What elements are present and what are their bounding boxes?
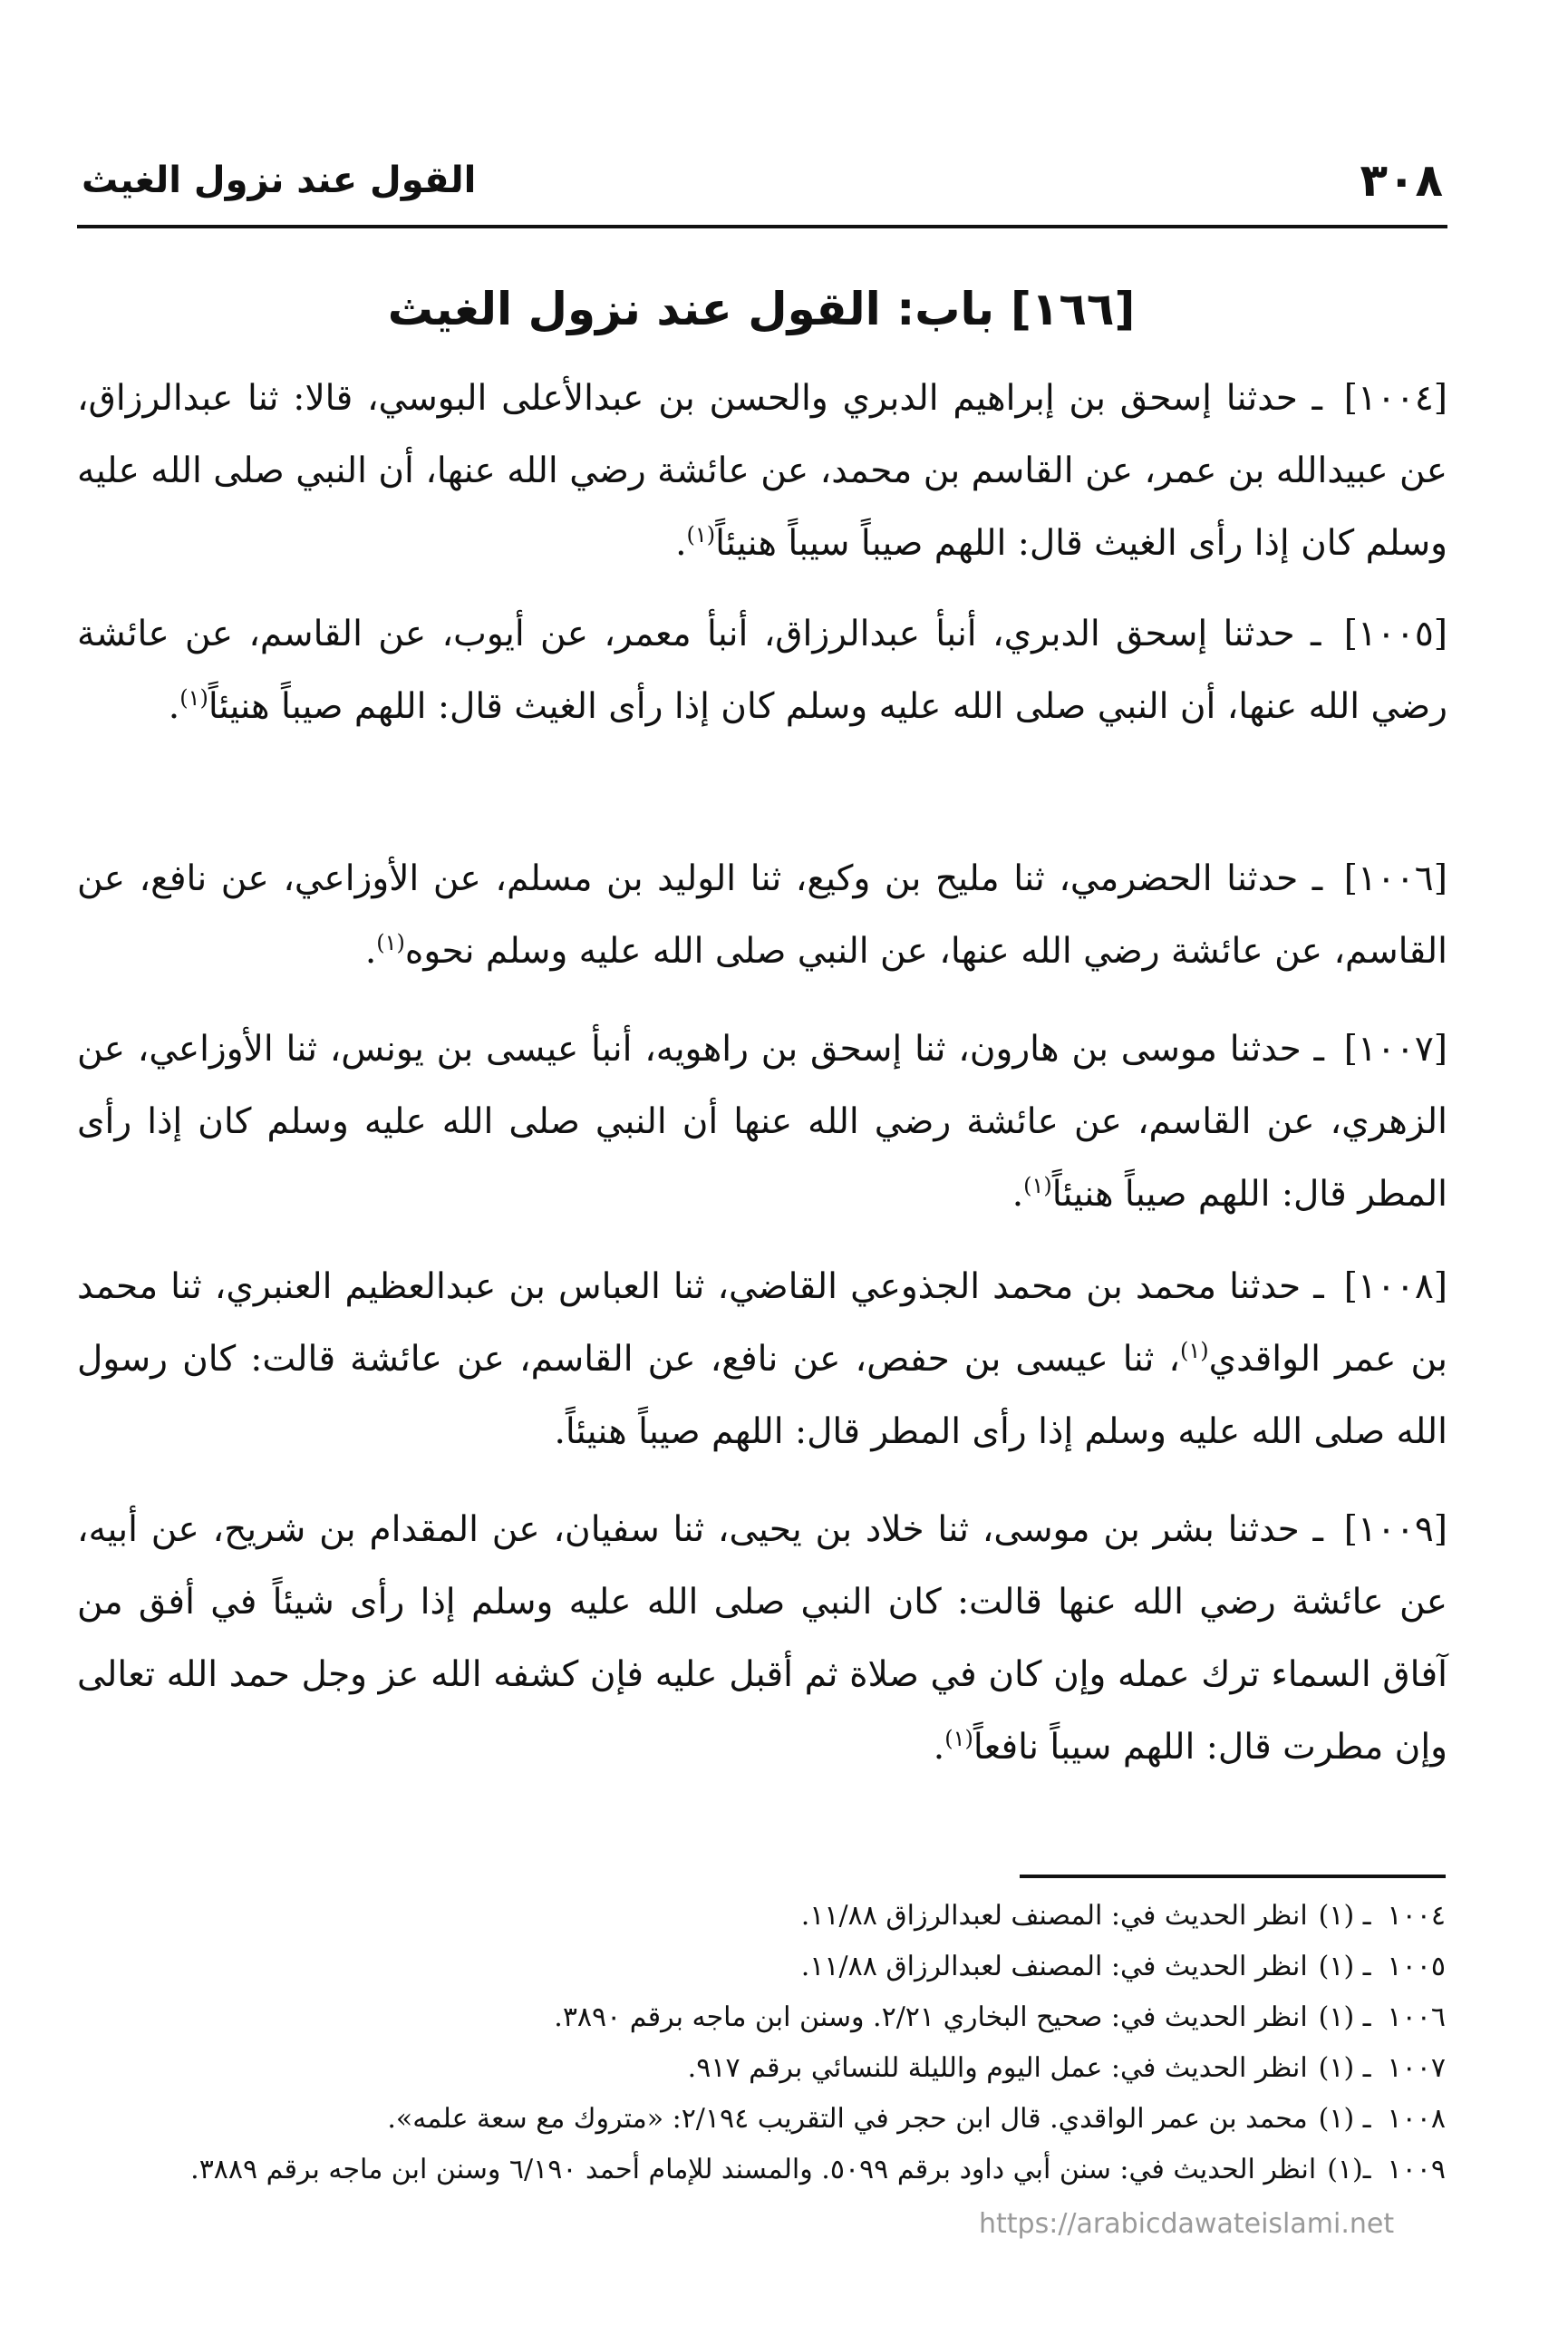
footnote-number: ١٠٠٦ [1387, 2001, 1446, 2033]
page-number: ٣٠٨ [1360, 154, 1443, 207]
header-rule [77, 225, 1447, 228]
footnote-mark: ـ (١) [1318, 1900, 1371, 1932]
hadith-text: ـ حدثنا إسحق بن إبراهيم الدبري والحسن بن عبدالأعلى البوسي، قالا: ثنا عبدالرزاق، عن عبيدالله بن عمر، عن القاسم بن محمد، عن عائشة رضي الله عنها، أن النبي صلى الله عليه وسلم كان إذا رأى الغيث قال: اللهم صيباً سيباً هنيئاً [77, 378, 1447, 564]
footnote-text: انظر الحديث في: صحيح البخاري ٢/٢١. وسنن ابن ماجه برقم ٣٨٩٠. [554, 2001, 1308, 2033]
footnote-text: انظر الحديث في: عمل اليوم والليلة للنسائي برقم ٩١٧. [687, 2052, 1308, 2084]
hadith-end: . [933, 1727, 945, 1768]
footnote-ref: (١) [1023, 1173, 1052, 1198]
page-header [82, 154, 1443, 212]
hadith-1007 [77, 1013, 1447, 1231]
hadith-1006 [77, 843, 1447, 988]
footnote-text: انظر الحديث في: سنن أبي داود برقم ٥٠٩٩. والمسند للإمام أحمد ٦/١٩٠ وسنن ابن ماجه برقم ٣٨٨٩. [190, 2154, 1317, 2185]
footnote [91, 2094, 1446, 2145]
footnote [91, 2145, 1446, 2195]
footnote-number: ١٠٠٥ [1387, 1951, 1446, 1982]
hadith-end: . [168, 686, 180, 727]
footnote-text: انظر الحديث في: المصنف لعبدالرزاق ١١/٨٨. [800, 1900, 1308, 1932]
footnote-number: ١٠٠٨ [1387, 2103, 1446, 2135]
hadith-text: ـ حدثنا موسى بن هارون، ثنا إسحق بن راهويه، أنبأ عيسى بن يونس، ثنا الأوزاعي، عن الزهري، عن القاسم، عن عائشة رضي الله عنها أن النبي صلى الله عليه وسلم كان إذا رأى المطر قال: اللهم صيباً هنيئاً [77, 1029, 1447, 1215]
footnote-mark: ـ (١) [1318, 2052, 1371, 2084]
footnote [91, 1942, 1446, 1992]
footnotes [91, 1891, 1446, 2195]
hadith-end: . [1011, 1174, 1024, 1215]
footnote-mark: ـ (١) [1318, 2001, 1371, 2033]
footnote [91, 1891, 1446, 1942]
hadith-1009 [77, 1494, 1447, 1784]
footnote-mark: ـ (١) [1318, 2103, 1371, 2135]
running-title: القول عند نزول الغيث [82, 160, 477, 201]
hadith-end: . [675, 523, 687, 564]
hadith-text: ـ حدثنا بشر بن موسى، ثنا خلاد بن يحيى، ثنا سفيان، عن المقدام بن شريح، عن أبيه، عن عائشة رضي الله عنها قالت: كان النبي صلى الله عليه وسلم إذا رأى شيئاً في أفق من آفاق السماء ترك عمله وإن كان في صلاة ثم أقبل عليه فإن كشفه الله عز وجل حمد الله تعالى وإن مطرت قال: اللهم سيباً نافعاً [77, 1509, 1447, 1768]
hadith-number: [١٠٠٦] [1343, 858, 1447, 899]
footnote-number: ١٠٠٩ [1387, 2154, 1446, 2185]
footnote-ref: (١) [376, 930, 405, 955]
footnote-mark: ـ(١) [1327, 2154, 1371, 2185]
footnote-ref: (١) [944, 1726, 973, 1751]
hadith-end: ، ثنا عيسى بن حفص، عن نافع، عن القاسم، عن عائشة قالت: كان رسول الله صلى الله عليه وسلم إذا رأى المطر قال: اللهم صيباً هنيئاً. [77, 1339, 1447, 1452]
chapter-title: باب: القول عند نزول الغيث [387, 283, 995, 335]
hadith-1005 [77, 598, 1447, 743]
watermark-url: https://arabicdawateislami.net [979, 2208, 1395, 2240]
hadith-number: [١٠٠٧] [1343, 1029, 1447, 1070]
footnote-mark: ـ (١) [1318, 1951, 1371, 1982]
footnote-text: انظر الحديث في: المصنف لعبدالرزاق ١١/٨٨. [800, 1951, 1308, 1982]
chapter-heading [73, 283, 1450, 335]
hadith-number: [١٠٠٨] [1343, 1266, 1447, 1307]
hadith-1004 [77, 363, 1447, 580]
footnote [91, 2043, 1446, 2094]
footnote-text: محمد بن عمر الواقدي. قال ابن حجر في التقريب ٢/١٩٤: «متروك مع سعة علمه». [387, 2103, 1308, 2135]
footnote-rule [1020, 1875, 1446, 1878]
hadith-text: ـ حدثنا محمد بن محمد الجذوعي القاضي، ثنا العباس بن عبدالعظيم العنبري، ثنا محمد بن عمر الواقدي [77, 1266, 1448, 1380]
footnote-ref: (١) [179, 685, 208, 711]
hadith-number: [١٠٠٩] [1343, 1509, 1448, 1550]
hadith-number: [١٠٠٥] [1343, 614, 1447, 654]
footnote-ref: (١) [1179, 1338, 1209, 1363]
chapter-number: [١٦٦] [1011, 283, 1136, 335]
footnote-number: ١٠٠٧ [1387, 2052, 1446, 2084]
hadith-text: ـ حدثنا الحضرمي، ثنا مليح بن وكيع، ثنا الوليد بن مسلم، عن الأوزاعي، عن نافع، عن القاسم، عن عائشة رضي الله عنها، عن النبي صلى الله عليه وسلم نحوه [77, 858, 1447, 972]
footnote-number: ١٠٠٤ [1387, 1900, 1446, 1932]
hadith-text: ـ حدثنا إسحق الدبري، أنبأ عبدالرزاق، أنبأ معمر، عن أيوب، عن القاسم، عن عائشة رضي الله عنها، أن النبي صلى الله عليه وسلم كان إذا رأى الغيث قال: اللهم صيباً هنيئاً [77, 614, 1447, 727]
footnote-ref: (١) [686, 522, 716, 547]
hadith-end: . [364, 931, 377, 972]
hadith-1008 [77, 1251, 1447, 1468]
footnote [91, 1992, 1446, 2043]
hadith-number: [١٠٠٤] [1343, 378, 1448, 419]
